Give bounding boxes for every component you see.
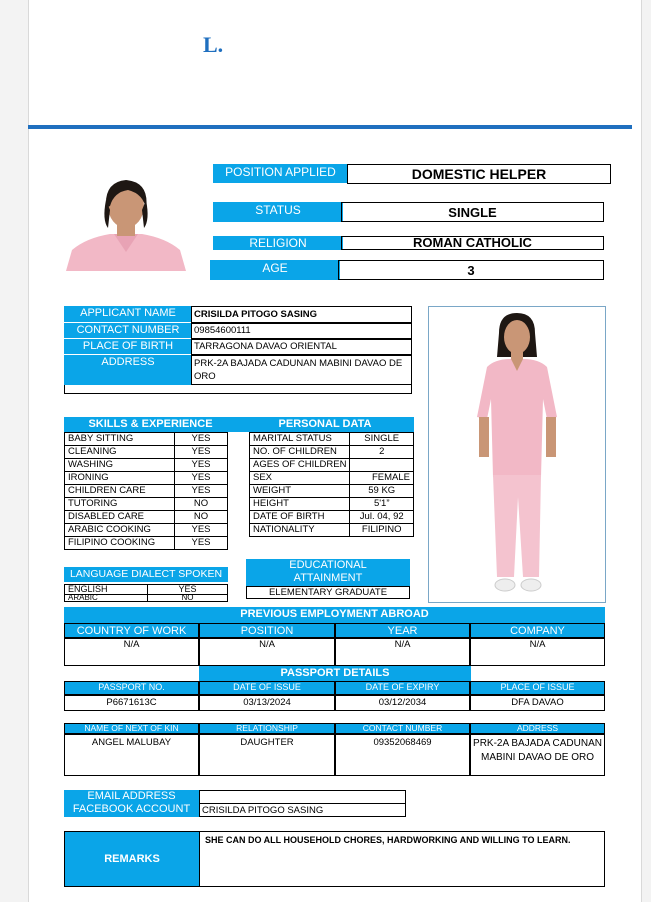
table-row: [250, 511, 414, 524]
skill-value: NO: [175, 498, 228, 511]
table-row: [65, 485, 228, 498]
full-body-photo: [428, 306, 606, 603]
skill-name: TUTORING: [65, 498, 175, 511]
address-label: ADDRESS: [64, 355, 192, 385]
status-value: SINGLE: [341, 202, 604, 222]
personal-table: [249, 432, 414, 537]
employment-header-country: COUNTRY OF WORK: [64, 623, 199, 638]
kin-header-address: ADDRESS: [470, 723, 605, 734]
kin-name: ANGEL MALUBAY: [64, 734, 199, 776]
employment-title: PREVIOUS EMPLOYMENT ABROAD: [64, 607, 605, 623]
skill-value: YES: [175, 459, 228, 472]
passport-header-row: [64, 681, 605, 695]
education-title: EDUCATIONAL ATTAINMENT: [246, 559, 410, 586]
kin-header-relationship: RELATIONSHIP: [199, 723, 335, 734]
personal-value: 2: [350, 446, 414, 459]
remarks-value: SHE CAN DO ALL HOUSEHOLD CHORES, HARDWORKING AND WILLING TO LEARN.: [199, 831, 605, 887]
table-row: [65, 537, 228, 550]
passport-number: P6671613C: [64, 695, 199, 711]
passport-header-issue: DATE OF ISSUE: [199, 681, 335, 695]
passport-data-row: [64, 695, 605, 711]
address-value: PRK-2A BAJADA CADUNAN MABINI DAVAO DE ORO: [191, 355, 412, 385]
personal-label: AGES OF CHILDREN: [250, 459, 350, 472]
passport-header-place: PLACE OF ISSUE: [470, 681, 605, 695]
personal-label: WEIGHT: [250, 485, 350, 498]
table-row: [65, 498, 228, 511]
portrait-photo: [66, 170, 186, 271]
header-rule: [28, 125, 632, 129]
table-row: [250, 459, 414, 472]
skill-value: YES: [175, 446, 228, 459]
table-row: [250, 446, 414, 459]
personal-label: DATE OF BIRTH: [250, 511, 350, 524]
place-of-birth-value: TARRAGONA DAVAO ORIENTAL: [191, 339, 412, 355]
personal-value: Jul. 04, 92: [350, 511, 414, 524]
passport-header-number: PASSPORT NO.: [64, 681, 199, 695]
table-row: [250, 433, 414, 446]
skill-name: IRONING: [65, 472, 175, 485]
personal-label: SEX: [250, 472, 350, 485]
skill-name: DISABLED CARE: [65, 511, 175, 524]
skill-value: YES: [175, 472, 228, 485]
skill-value: NO: [175, 511, 228, 524]
skill-value: YES: [175, 433, 228, 446]
education-value: ELEMENTARY GRADUATE: [246, 586, 410, 599]
employment-year: N/A: [335, 638, 470, 666]
kin-data-row: [64, 734, 605, 776]
skills-title: SKILLS & EXPERIENCE: [64, 417, 237, 432]
language-title: LANGUAGE DIALECT SPOKEN: [64, 567, 228, 582]
kin-contact: 09352068469: [335, 734, 470, 776]
kin-relationship: DAUGHTER: [199, 734, 335, 776]
personal-value: 59 KG: [350, 485, 414, 498]
table-row: [65, 524, 228, 537]
table-row: [65, 595, 228, 602]
table-row: [250, 485, 414, 498]
passport-place: DFA DAVAO: [470, 695, 605, 711]
personal-title: PERSONAL DATA: [236, 417, 414, 432]
personal-label: HEIGHT: [250, 498, 350, 511]
personal-value: FILIPINO: [350, 524, 414, 537]
employment-header-year: YEAR: [335, 623, 470, 638]
language-table: [64, 584, 228, 602]
skills-table: [64, 432, 228, 550]
religion-label: RELIGION: [213, 236, 343, 250]
age-label: AGE: [210, 260, 340, 280]
skill-name: CLEANING: [65, 446, 175, 459]
language-value: NO: [148, 595, 228, 602]
table-row: [65, 511, 228, 524]
age-value: 3: [338, 260, 604, 280]
skill-name: BABY SITTING: [65, 433, 175, 446]
personal-label: MARITAL STATUS: [250, 433, 350, 446]
passport-title: PASSPORT DETAILS: [199, 666, 471, 681]
position-applied-value: DOMESTIC HELPER: [347, 164, 611, 184]
table-row: [65, 459, 228, 472]
facebook-value: CRISILDA PITOGO SASING: [199, 803, 406, 817]
kin-header-contact: CONTACT NUMBER: [335, 723, 470, 734]
skill-value: YES: [175, 537, 228, 550]
personal-label: NO. OF CHILDREN: [250, 446, 350, 459]
personal-value: FEMALE: [350, 472, 414, 485]
email-label: EMAIL ADDRESS: [64, 790, 199, 804]
skill-name: FILIPINO COOKING: [65, 537, 175, 550]
religion-value: ROMAN CATHOLIC: [341, 236, 604, 250]
status-label: STATUS: [213, 202, 343, 222]
table-row: [65, 446, 228, 459]
address-spacer-row: [64, 385, 412, 394]
email-value: [199, 790, 406, 804]
table-row: [250, 524, 414, 537]
employment-header-company: COMPANY: [470, 623, 605, 638]
table-row: [250, 472, 414, 485]
contact-number-label: CONTACT NUMBER: [64, 323, 192, 338]
personal-value: SINGLE: [350, 433, 414, 446]
table-row: [65, 585, 228, 595]
kin-header-row: [64, 723, 605, 734]
skill-name: WASHING: [65, 459, 175, 472]
skill-value: YES: [175, 485, 228, 498]
language-name: ARABIC: [65, 595, 148, 602]
passport-header-expiry: DATE OF EXPIRY: [335, 681, 470, 695]
passport-expiry-date: 03/12/2034: [335, 695, 470, 711]
applicant-block: [64, 306, 412, 394]
applicant-name-value: CRISILDA PITOGO SASING: [191, 306, 412, 323]
applicant-name-label: APPLICANT NAME: [64, 306, 192, 322]
language-name: ENGLISH: [65, 585, 148, 595]
position-applied-label: POSITION APPLIED: [213, 164, 348, 183]
employment-position: N/A: [199, 638, 335, 666]
personal-label: NATIONALITY: [250, 524, 350, 537]
place-of-birth-label: PLACE OF BIRTH: [64, 339, 192, 354]
employment-country: N/A: [64, 638, 199, 666]
employment-header-position: POSITION: [199, 623, 335, 638]
skill-value: YES: [175, 524, 228, 537]
table-row: [65, 472, 228, 485]
employment-header-row: [64, 623, 605, 638]
language-value: YES: [148, 585, 228, 595]
table-row: [250, 498, 414, 511]
contact-number-value: 09854600111: [191, 323, 412, 339]
header-letter: L.: [203, 32, 224, 57]
personal-value: [350, 459, 414, 472]
passport-issue-date: 03/13/2024: [199, 695, 335, 711]
facebook-label: FACEBOOK ACCOUNT: [64, 803, 199, 817]
remarks-label: REMARKS: [64, 831, 200, 887]
kin-header-name: NAME OF NEXT OF KIN: [64, 723, 199, 734]
employment-company: N/A: [470, 638, 605, 666]
skill-name: ARABIC COOKING: [65, 524, 175, 537]
table-row: [65, 433, 228, 446]
employment-data-row: [64, 638, 605, 666]
skill-name: CHILDREN CARE: [65, 485, 175, 498]
kin-address: PRK-2A BAJADA CADUNAN MABINI DAVAO DE ORO: [470, 734, 605, 776]
personal-value: 5'1”: [350, 498, 414, 511]
